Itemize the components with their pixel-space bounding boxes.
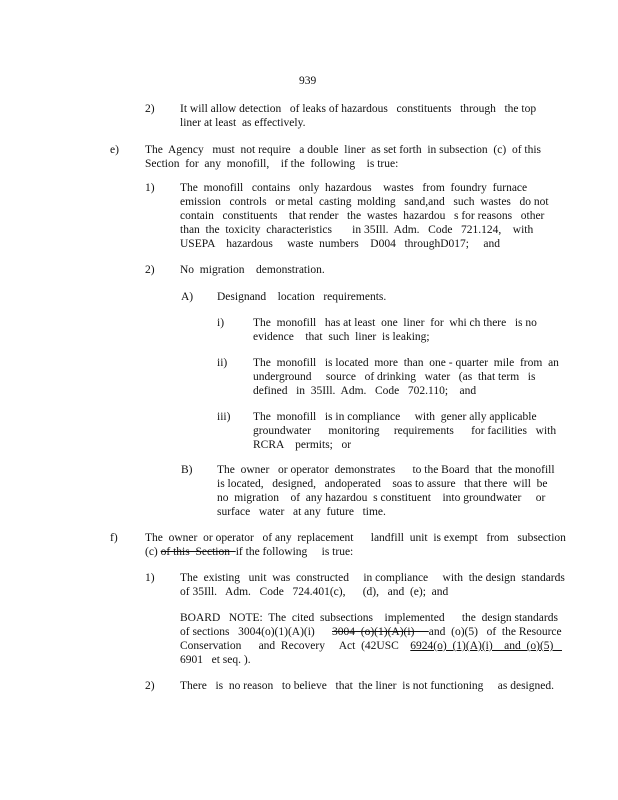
paragraph-line: The Agency must not require a double liner as set forth in subsection (c) of this [145,144,542,156]
paragraph-line: The monofill has at least one liner for whi ch there is no [253,317,537,329]
section-label: e) [110,144,119,156]
paragraph-line: underground source of drinking water (as that term is [253,371,536,383]
paragraph-line [145,545,353,559]
board-note-line: BOARD NOTE: The cited subsections implemented the design standards [180,612,558,624]
underlined-text: 6924(o) (1)(A)(i) and (o)(5) [410,640,562,652]
text-run: of sections 3004(o)(1)(A)(i) [180,626,333,638]
struck-text: 3004 (o)(1)(A)(i) [332,626,429,638]
paragraph-line: The owner or operator demonstrates to the Board that the monofill [217,464,555,476]
paragraph-line: surface water at any future time. [217,506,386,518]
text-run: and (o)(5) of the Resource [428,626,562,638]
paragraph-line: No migration demonstration. [180,264,325,276]
page-number: 939 [299,75,317,87]
item-label: 1) [145,572,155,584]
board-note-line [180,625,562,639]
board-note-line: 6901 et seq. ). [180,654,251,666]
paragraph-line: groundwater monitoring requirements for facilities with [253,425,557,437]
text-run: Conservation and Recovery Act (42USC [180,640,411,652]
item-label: ii) [217,357,228,369]
paragraph-line: than the toxicity characteristics in 35Ill. Adm. Code 721.124, with [180,224,534,236]
paragraph-line: defined in 35Ill. Adm. Code 702.110; and [253,385,477,397]
paragraph-line: Section for any monofill, if the following is true: [145,158,399,170]
section-label: f) [110,532,118,544]
paragraph-line: RCRA permits; or [253,439,352,451]
item-label: iii) [217,411,231,423]
text-run: (c) [145,546,161,558]
paragraph-line: The owner or operator of any replacement landfill unit is exempt from subsection [145,532,566,544]
paragraph-line: The monofill contains only hazardous wastes from foundry furnace [180,182,528,194]
paragraph-line: The existing unit was constructed in compliance with the design standards [180,572,565,584]
paragraph-line: The monofill is located more than one - quarter mile from an [253,357,559,369]
paragraph-line: The monofill is in compliance with gener ally applicable [253,411,537,423]
item-label: 2) [145,264,155,276]
item-label: 2) [145,103,155,115]
paragraph-line: is located, designed, andoperated soas to assure that there will be [217,478,548,490]
paragraph-line: no migration of any hazardou s constituent into groundwater or [217,492,546,504]
paragraph-line: contain constituents that render the wastes hazardou s for reasons other [180,210,545,222]
item-label: 2) [145,680,155,692]
paragraph-line: evidence that such liner is leaking; [253,331,430,343]
paragraph-line: It will allow detection of leaks of hazardous constituents through the top [180,103,537,115]
paragraph-line: of 35Ill. Adm. Code 724.401(c), (d), and (e); and [180,586,449,598]
paragraph-line: USEPA hazardous waste numbers D004 throughD017; and [180,238,500,250]
item-label: 1) [145,182,155,194]
text-run: if the following is true: [235,546,354,558]
paragraph-line: liner at least as effectively. [180,117,306,129]
paragraph-line: Designand location requirements. [217,291,387,303]
item-label: B) [181,464,193,476]
item-label: i) [217,317,225,329]
item-label: A) [181,291,194,303]
struck-text: of this Section [160,546,236,558]
board-note-line [180,639,562,653]
paragraph-line: emission controls or metal casting molding sand,and such wastes do not [180,196,549,208]
paragraph-line: There is no reason to believe that the liner is not functioning as designed. [180,680,554,692]
